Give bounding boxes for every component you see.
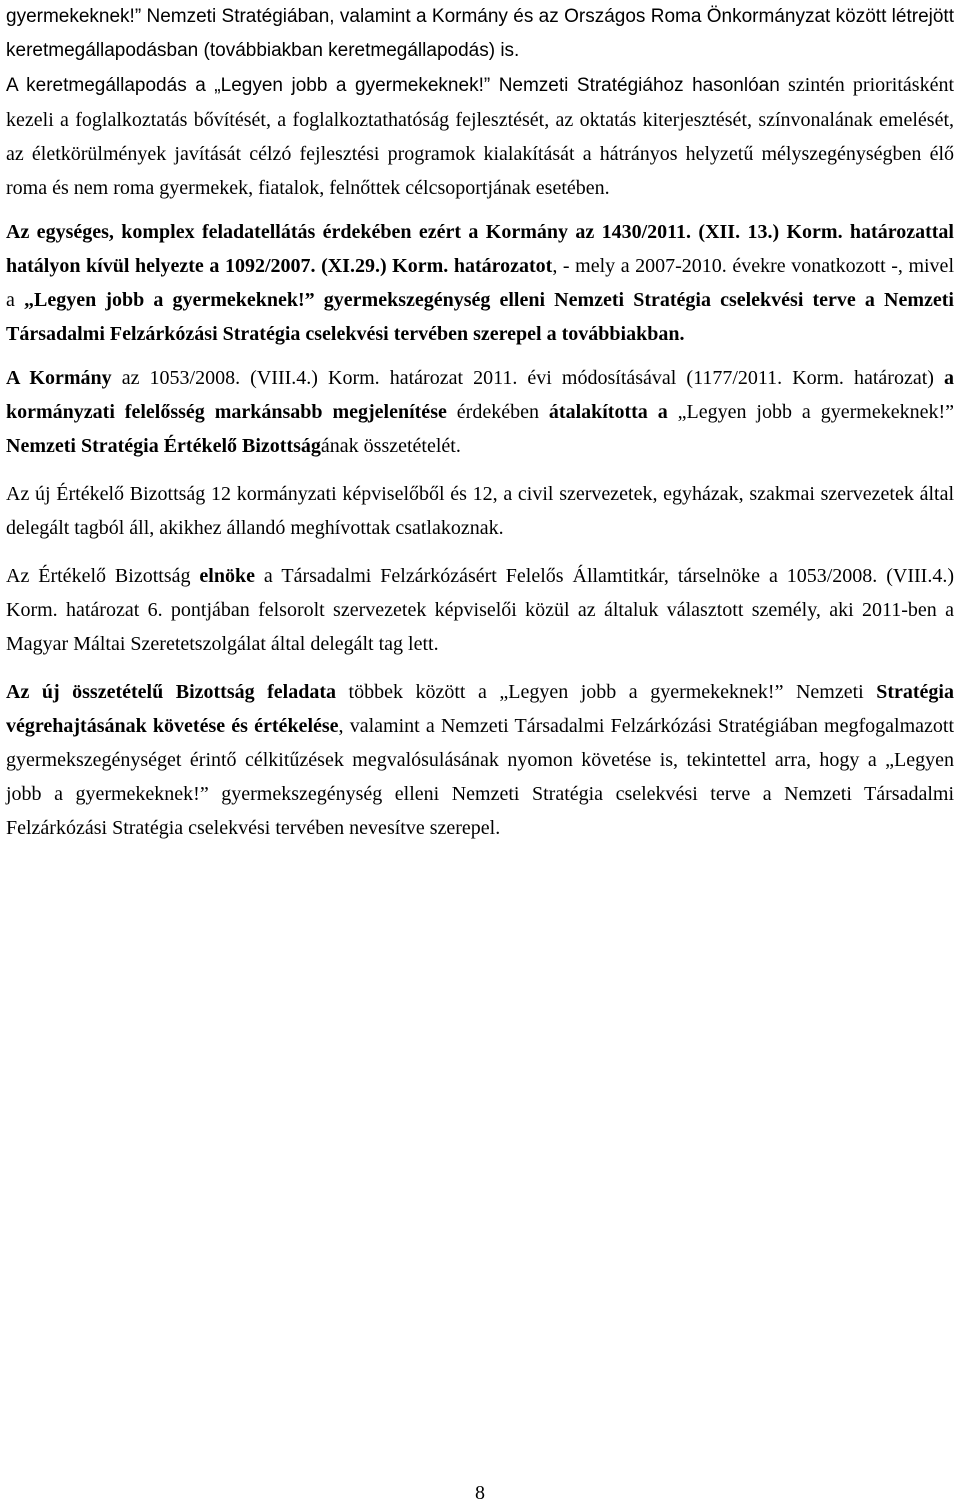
paragraph-text: Az új Értékelő Bizottság 12 kormányzati képviselőből és 12, a civil szervezetek, egyházak, szakmai szervezetek által delegált tagból áll, akikhez állandó meghívottak csatlakoznak. (6, 483, 954, 539)
bold-text: Az új összetételű Bizottság feladata (6, 681, 336, 703)
paragraph-intro-continuation (6, 0, 954, 68)
paragraph-text: Az Értékelő Bizottság (6, 565, 200, 587)
paragraph-government-decision (6, 215, 954, 351)
paragraph-text: , - mely a 2007-2010. évekre vonatkozott -, mivel a (6, 255, 954, 311)
page-number: 8 (475, 1482, 485, 1504)
paragraph-text: többek között a „Legyen jobb a gyermekeknek!” Nemzeti (336, 681, 877, 703)
bold-text: a kormányzati felelősség markánsabb megjelenítése (6, 367, 954, 423)
bold-text: „Legyen jobb a gyermekeknek!” gyermekszegénység elleni Nemzeti Stratégia cselekvési terve a Nemzeti Társadalmi Felzárkózási Stratégia cselekvési tervében szerepel a továbbiakban. (6, 289, 954, 345)
paragraph-text: , valamint a Nemzeti Társadalmi Felzárkózási Stratégiában megfogalmazott gyermekszegénységet érintő célkitűzések megvalósulásának nyomon követése is, tekintettel arra, hogy a „Legyen jobb a gyermekeknek!” gyermekszegénység elleni Nemzeti Stratégia cselekvési terve a Nemzeti Társadalmi Felzárkózási Stratégia cselekvési tervében nevesítve szerepel. (6, 715, 955, 839)
paragraph-committee-chair (6, 559, 954, 661)
paragraph-committee-task (6, 675, 954, 845)
paragraph-text: gyermekeknek!” Nemzeti Stratégiában, valamint a Kormány és az Országos Roma Önkormányzat között létrejött keretmegállapodásban (továbbiakban keretmegállapodás) is. (6, 6, 954, 61)
bold-text: Nemzeti Stratégia Értékelő Bizottság (6, 435, 321, 457)
paragraph-text: a Társadalmi Felzárkózásért Felelős Államtitkár, társelnöke a 1053/2008. (VIII.4.) Korm. határozat 6. pontjában felsorolt szervezetek képviselői közül az általuk választott személy, aki 2011-ben a Magyar Máltai Szeretetszolgálat által delegált tag lett. (6, 565, 954, 655)
paragraph-committee-members (6, 477, 954, 545)
bold-text: elnöke (199, 565, 255, 587)
paragraph-text: ának összetételét. (320, 435, 461, 457)
paragraph-framework-agreement (6, 68, 954, 205)
paragraph-text: érdekében (446, 401, 549, 423)
paragraph-text: „Legyen jobb a gyermekeknek!” (667, 401, 954, 423)
paragraph-text: az 1053/2008. (VIII.4.) Korm. határozat 2011. évi módosításával (1177/2011. Korm. határozat) (111, 367, 944, 389)
paragraph-text: szintén prioritásként kezeli a foglalkoztatás bővítését, a foglalkoztathatóság fejlesztését, az oktatás kiterjesztését, színvonalának emelését, az életkörülmények javítását célzó fejlesztési programok kialakítását a hátrányos helyzetű mélyszegénységben élő roma és nem roma gyermekek, fiatalok, felnőttek célcsoportjának esetében. (6, 74, 955, 199)
paragraph-government-responsibility (6, 361, 954, 463)
document-page (6, 0, 954, 845)
paragraph-lead-sans: A keretmegállapodás a „Legyen jobb a gyermekeknek!” Nemzeti Stratégiához hasonlóan (6, 75, 780, 96)
bold-text: A Kormány (6, 367, 112, 389)
bold-text: átalakította a (548, 401, 668, 423)
bold-text: Az egységes, komplex feladatellátás érdekében ezért a Kormány az 1430/2011. (XII. 13.) Korm. határozattal hatályon kívül helyezte a 1092/2007. (XI.29.) Korm. határozatot (6, 221, 954, 277)
bold-text: Stratégia végrehajtásának követése és értékelése (6, 681, 954, 737)
